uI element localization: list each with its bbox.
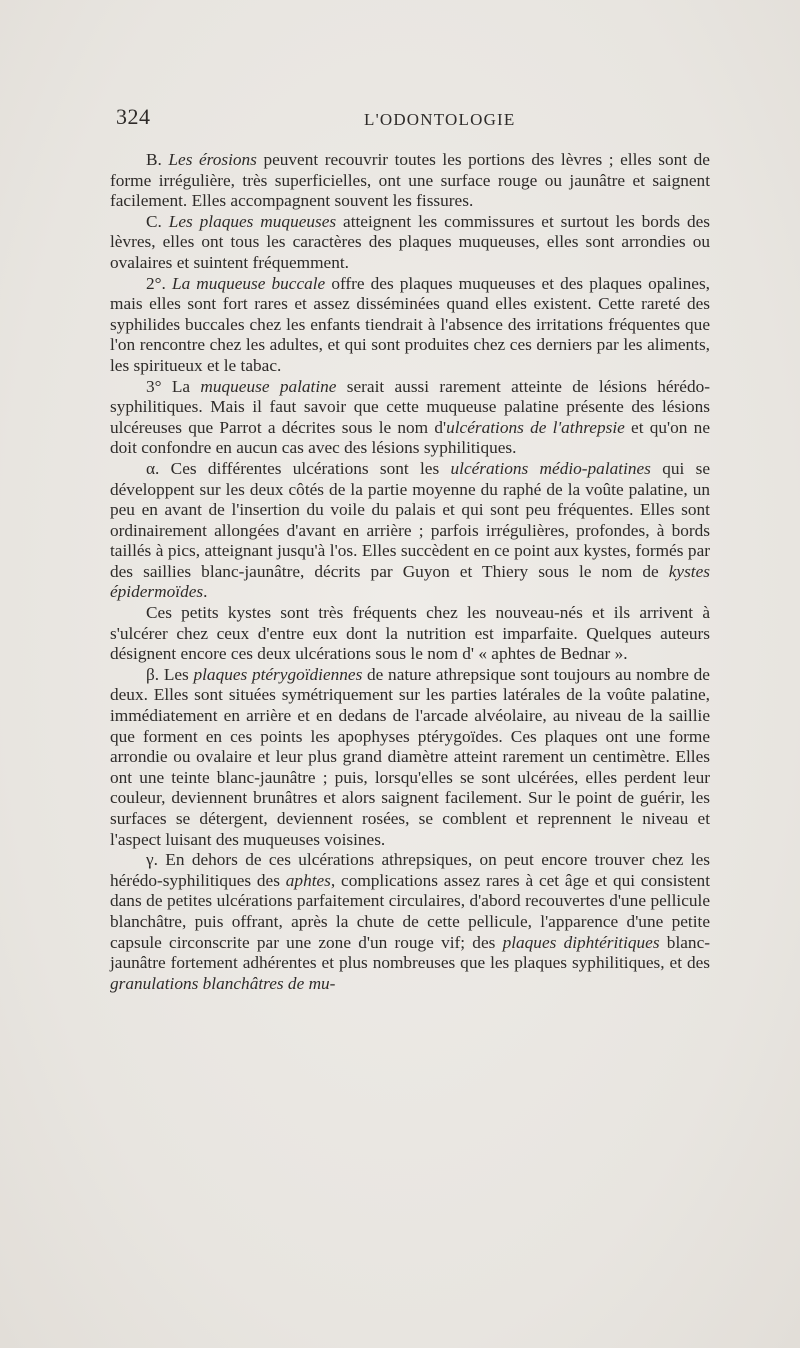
text-run: de nature athrepsique sont toujours au nombre de deux. Elles sont situées symétriquement sur les parties latérales de la voûte palatine, immédiatement en arrière et en dedans de l'arcade alvéolaire, au niveau de la saillie que forment en ces points les apophyses ptérygoïdes. Ces plaques ont une forme arrondie ou ovalaire et leur plus grand diamètre atteint rarement un centimètre. Elles ont une teinte blanc-jaunâtre ; puis, lorsqu'elles se sont ulcérées, elles perdent leur couleur, deviennent brunâtres et alors saignent facilement. Sur le point de guérir, les surfaces se détergent, deviennent rosées, se comblent et reprennent le niveau et l'aspect luisant des muqueuses voisines. <box>110 664 710 849</box>
italic-term: La muqueuse buccale <box>171 273 326 293</box>
text-run: atteignent les commissures et surtout les bords des lèvres, elles ont tous les caractères des plaques muqueuses, elles sont arrondies ou ovalaires et suintent fréquemment. <box>110 211 710 272</box>
text-run: 3° La <box>146 376 201 396</box>
text-run: B. <box>146 150 169 169</box>
text-run: serait aussi rarement atteinte de lésions hérédo-syphilitiques. Mais il faut savoir que cette muqueuse palatine présente des lésions ulcéreuses que Parrot a décrites sous le nom d' <box>110 376 710 437</box>
italic-term: granulations blanchâtres de mu- <box>110 973 336 993</box>
italic-term: aphtes <box>285 870 331 890</box>
text-run: C. <box>146 211 169 231</box>
paragraph-beta-plaques <box>110 665 710 850</box>
italic-term: ulcérations de l'athrepsie <box>446 417 625 437</box>
body-text <box>110 150 710 994</box>
italic-term: plaques diphtéritiques <box>502 932 660 952</box>
text-run: Ces petits kystes sont très fréquents chez les nouveau-nés et ils arrivent à s'ulcérer chez ceux d'entre eux dont la nutrition est imparfaite. Quelques auteurs désignent encore ces deux ulcérations sous le nom d' « aphtes de Bednar ». <box>110 603 710 664</box>
page-number: 324 <box>116 104 151 129</box>
paragraph-c-plaques-muqueuses <box>110 212 710 274</box>
text-run: β. Les <box>146 664 194 684</box>
paragraph-muqueuse-buccale <box>110 274 710 377</box>
text-run: α. Ces différentes ulcérations sont les <box>146 458 451 478</box>
text-run: peuvent recouvrir toutes les portions des lèvres ; elles sont de forme irrégulière, très superficielles, ont une surface rouge ou jaunâtre et saignent facilement. Elles accompagnent souvent les fissures. <box>110 150 710 211</box>
text-run: blanc-jaunâtre fortement adhérentes et plus nombreuses que les plaques syphilitiques, et des <box>110 932 710 973</box>
text-run: offre des plaques muqueuses et des plaques opalines, mais elles sont fort rares et assez disséminées quand elles existent. Cette rareté des syphilides buccales chez les enfants tiendrait à l'absence des irritations fréquentes que l'on rencontre chez les adultes, et qui sont produites chez ces derniers par les aliments, les spiritueux et le tabac. <box>110 273 711 375</box>
italic-term: plaques ptérygoïdiennes <box>193 664 363 684</box>
paragraph-b-erosions <box>110 150 710 212</box>
text-run: qui se développent sur les deux côtés de la partie moyenne du raphé de la voûte palatine, un peu en avant de l'insertion du voile du palais et qui sont peu fréquentes. Elles sont ordinairement allongées d'avant en arrière ; parfois irrégulières, profondes, à bords taillés à pics, atteignant jusqu'à l'os. Elles succèdent en ce point aux kystes, formés par des saillies blanc-jaunâtre, décrits par Guyon et Thiery sous le nom de <box>110 458 710 581</box>
italic-term: Les plaques muqueuses <box>168 211 337 231</box>
text-run: . <box>203 582 208 602</box>
paragraph-gamma-aphtes <box>110 850 710 994</box>
paragraph-alpha-ulcerations <box>110 459 710 603</box>
paragraph-muqueuse-palatine <box>110 377 710 459</box>
text-run: , complications assez rares à cet âge et qui consistent dans de petites ulcérations parfaitement circulaires, d'abord recouvertes d'une pellicule blanchâtre, puis offrant, après la chute de cette pellicule, l'apparence d'une petite capsule circonscrite par une zone d'un rouge vif; des <box>110 870 711 952</box>
running-title: L'ODONTOLOGIE <box>364 110 516 129</box>
italic-term: Les érosions <box>168 150 257 169</box>
paragraph-petits-kystes <box>110 603 710 665</box>
italic-term: ulcérations médio-palatines <box>450 458 651 478</box>
page-header <box>116 104 708 134</box>
italic-term: kystes épidermoïdes <box>110 561 710 602</box>
text-run: γ. En dehors de ces ulcérations athrepsiques, on peut encore trouver chez les hérédo-syphilitiques des <box>110 850 710 890</box>
text-run: et qu'on ne doit confondre en aucun cas avec des lésions syphilitiques. <box>110 417 710 458</box>
italic-term: muqueuse palatine <box>200 376 337 396</box>
text-run: 2°. <box>146 273 172 293</box>
